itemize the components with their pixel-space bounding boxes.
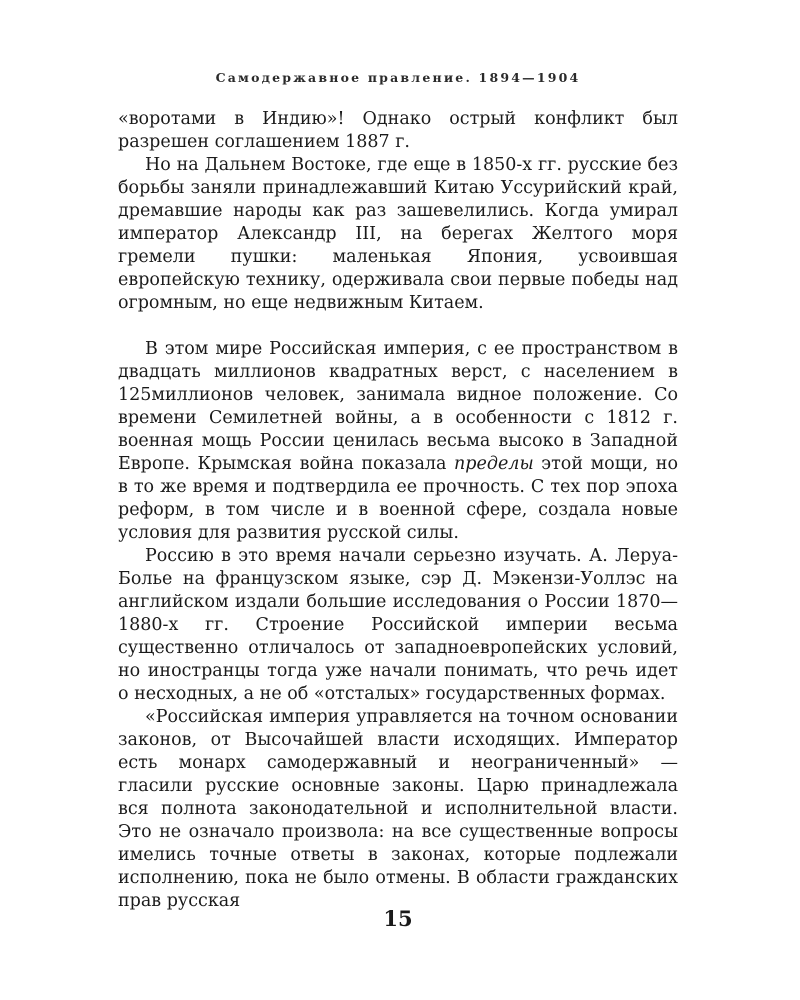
- paragraph-3-text-after: этой мощи, но в то же время и подтвердила ее прочность. С тех пор эпоха реформ, в том числе и в военной сфере, создала новые условия для развития русской силы.: [118, 454, 678, 543]
- paragraph-5: «Российская империя управляется на точном основании законов, от Высочайшей власти исходящих. Император есть монарх самодержавный и неограниченный» — гласили русские основные законы. Царю принадлежала вся полнота законодательной и исполнительной власти. Это не означало произвола: на все существенные вопросы имелись точные ответы в законах, которые подлежали исполнению, пока не было отмены. В области гражданских прав русская: [118, 707, 678, 911]
- paragraph-3: [118, 338, 678, 545]
- paragraph-3-text-before: В этом мире Российская империя, с ее пространством в двадцать миллионов квадратных верст, с населением в 125миллионов человек, занимала видное положение. Со времени Семилетней войны, а в особенности с 1812 г. военная мощь России ценилась весьма высоко в Западной Европе. Крымская война показала: [118, 339, 678, 474]
- paragraph-4: Россию в это время начали серьезно изучать. А. Леруа-Болье на французском языке, сэр Д. Мэкензи-Уоллэс на английском издали большие исследования о России 1870—1880-х гг. Строение Российской империи весьма существенно отличалось от западноевропейских условий, но иностранцы тогда уже начали понимать, что речь идет о несходных, а не об «отсталых» государственных формах.: [118, 546, 678, 704]
- running-head: Самодержавное правление. 1894—1904: [215, 70, 581, 85]
- book-page: [118, 66, 678, 966]
- paragraph-3-emphasis: пределы: [454, 454, 534, 474]
- page-number: 15: [383, 906, 413, 931]
- paragraph-1: «воротами в Индию»! Однако острый конфликт был разрешен соглашением 1887 г.: [118, 109, 678, 152]
- body-text: [118, 108, 678, 913]
- paragraph-2: Но на Дальнем Востоке, где еще в 1850-х гг. русские без борьбы заняли принадлежавший Китаю Уссурийский край, дремавшие народы как раз зашевелились. Когда умирал император Александр III, на берегах Желтого моря гремели пушки: маленькая Япония, усвоившая европейскую технику, одерживала свои первые победы над огромным, но еще недвижным Китаем.: [118, 155, 678, 313]
